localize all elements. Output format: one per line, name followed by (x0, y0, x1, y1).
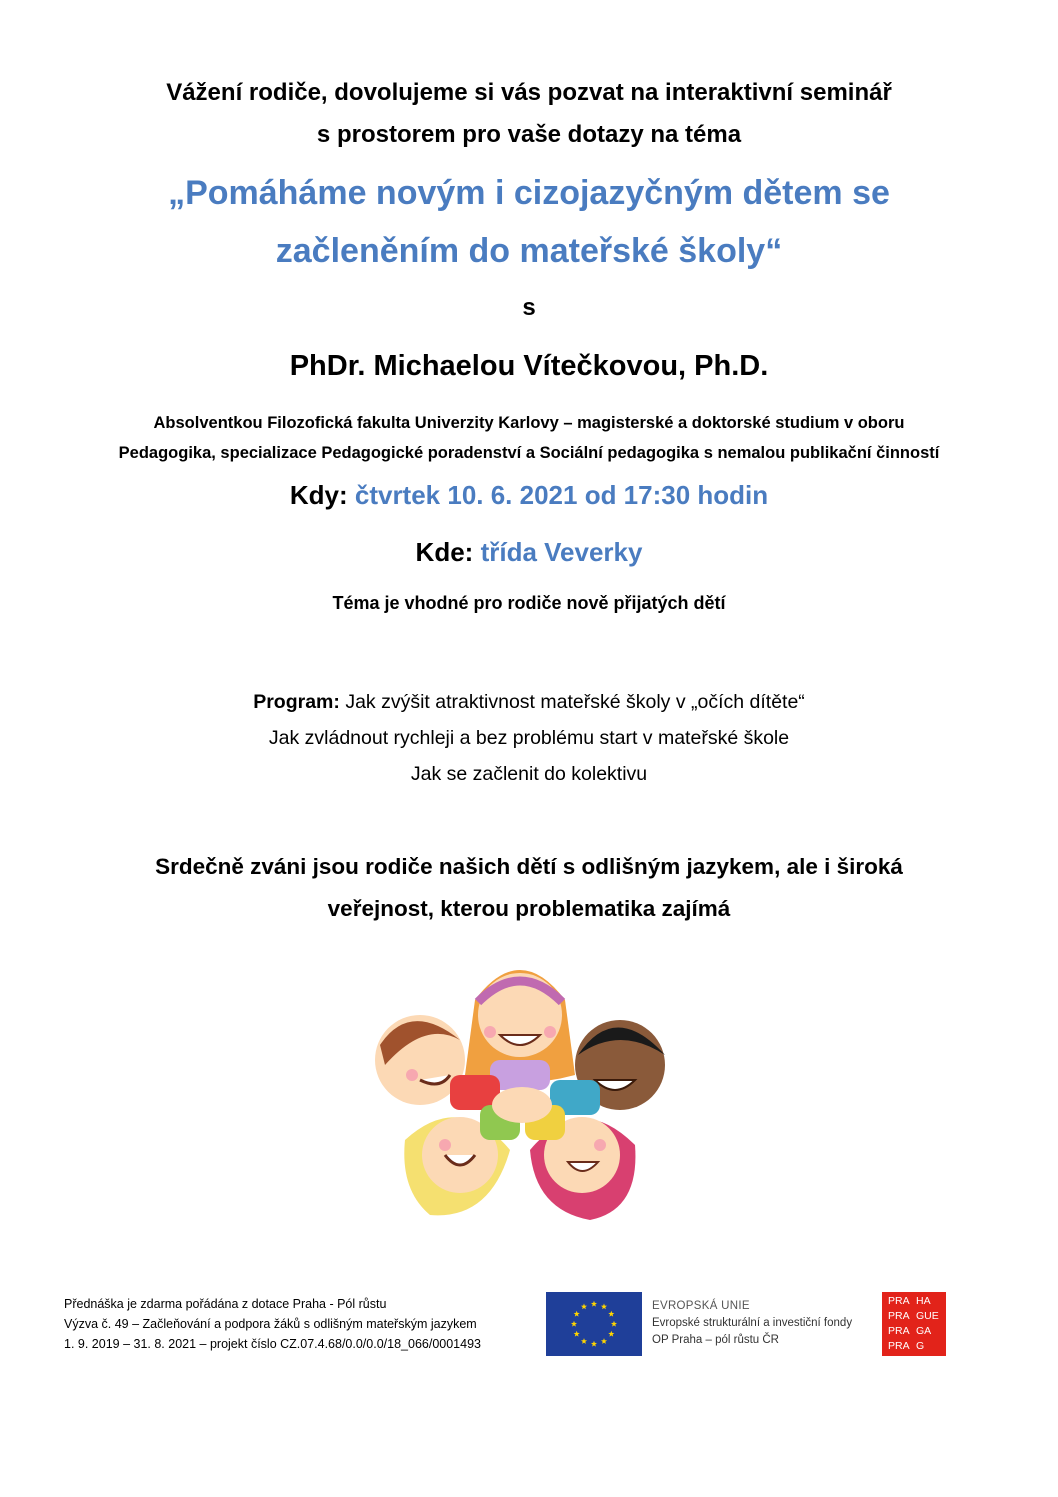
praha-logo-cell: G (916, 1340, 925, 1352)
praha-logo-cell: PRA (888, 1310, 910, 1322)
where-value: třída Veverky (480, 537, 643, 567)
when-value: čtvrtek 10. 6. 2021 od 17:30 hodin (354, 480, 769, 510)
topic-line-2: začleněním do mateřské školy“ (275, 232, 783, 270)
eu-funding-label (652, 1298, 882, 1349)
funding-line-3: 1. 9. 2019 – 31. 8. 2021 – projekt číslo CZ.07.4.68/0.0/0.0/18_066/0001493 (64, 1337, 481, 1351)
invite-line-1: Srdečně zváni jsou rodiče našich dětí s odlišným jazykem, ale i široká (155, 854, 903, 879)
girl-bottom-right (525, 1105, 635, 1220)
program-label: Program: (253, 691, 340, 713)
praha-logo-cell: PRA (888, 1340, 910, 1352)
funding-line-2: Výzva č. 49 – Začleňování a podpora žáků s odlišným mateřským jazykem (64, 1317, 477, 1331)
program-item (0, 684, 1058, 720)
program (0, 684, 1058, 792)
praha-logo (882, 1292, 946, 1356)
seminar-topic (0, 164, 1058, 280)
joined-hands (492, 1087, 552, 1123)
praha-logo-cell: HA (916, 1295, 931, 1307)
praha-logo-cell: PRA (888, 1295, 910, 1307)
intro-line-2: s prostorem pro vaše dotazy na téma (316, 121, 742, 148)
when-label: Kdy: (289, 480, 348, 510)
praha-logo-cell: PRA (888, 1325, 910, 1337)
where-label: Kde: (415, 537, 474, 567)
intro-text (0, 72, 1058, 156)
girl-bottom-left (404, 1105, 520, 1215)
praha-logo-row (888, 1324, 946, 1339)
invite-line-2: veřejnost, kterou problematika zajímá (327, 896, 731, 921)
bio-line-2: Pedagogika, specializace Pedagogické poradenství a Sociální pedagogika s nemalou publikační činností (118, 444, 940, 462)
eu-line-2: OP Praha – pól růstu ČR (652, 1334, 779, 1346)
children-circle-illustration (350, 940, 690, 1240)
eu-line-1: Evropské strukturální a investiční fondy (652, 1317, 853, 1329)
funding-note (64, 1294, 544, 1354)
program-item-text: Jak zvýšit atraktivnost mateřské školy v „očích dítěte“ (345, 691, 805, 713)
praha-logo-row (888, 1309, 946, 1324)
program-item: Jak zvládnout rychleji a bez problému start v mateřské škole (268, 727, 790, 749)
topic-line-1: „Pomáháme novým i cizojazyčným dětem se (168, 174, 890, 212)
speaker-bio (0, 408, 1058, 468)
bio-line-1: Absolventkou Filozofická fakulta Univerzity Karlovy – magisterské a doktorské studium v oboru (153, 414, 905, 432)
speaker-name: PhDr. Michaelou Vítečkovou, Ph.D. (289, 350, 769, 382)
girl-top (465, 970, 575, 1090)
praha-logo-row (888, 1294, 946, 1309)
event-when (0, 480, 1058, 511)
invitation-text (0, 846, 1058, 930)
program-item: Jak se začlenit do kolektivu (410, 763, 648, 785)
target-audience: Téma je vhodné pro rodiče nově přijatých dětí (332, 593, 726, 613)
with-word: s (522, 294, 536, 321)
eu-flag-icon (546, 1292, 642, 1356)
funding-line-1: Přednáška je zdarma pořádána z dotace Praha - Pól růstu (64, 1297, 387, 1311)
event-where (0, 537, 1058, 568)
praha-logo-cell: GA (916, 1325, 932, 1337)
praha-logo-cell: GUE (916, 1310, 939, 1322)
praha-logo-row (888, 1339, 946, 1354)
eu-title: EVROPSKÁ UNIE (652, 1300, 750, 1312)
intro-line-1: Vážení rodiče, dovolujeme si vás pozvat na interaktivní seminář (166, 79, 892, 106)
